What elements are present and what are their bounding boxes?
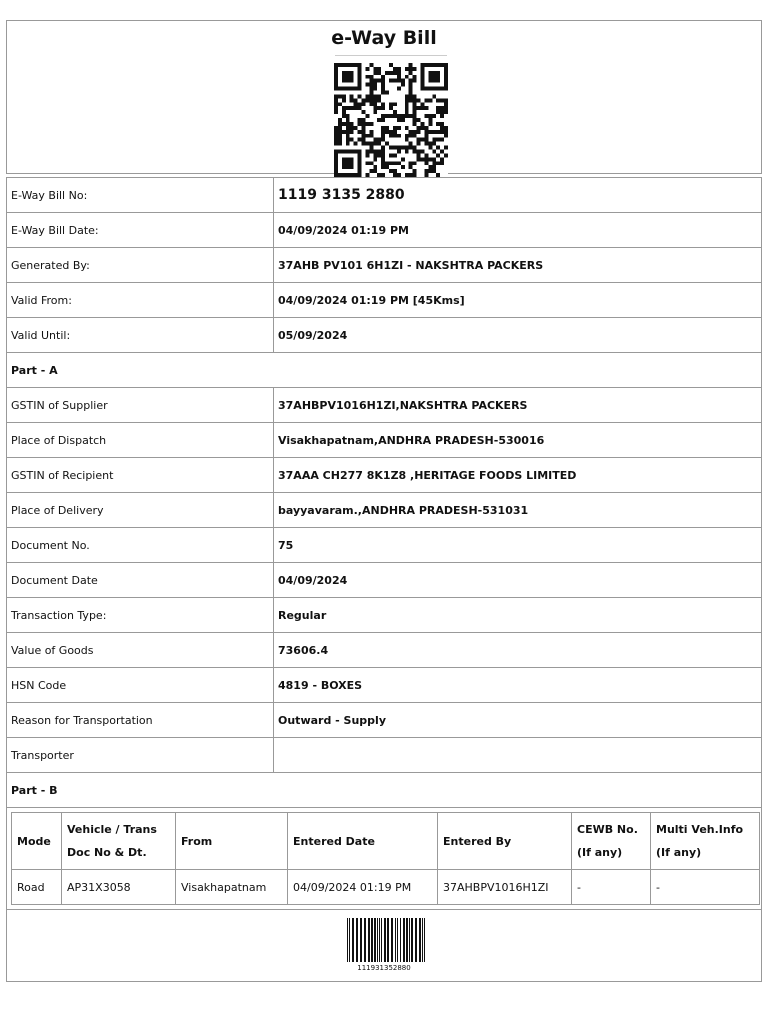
detail-row [7,703,762,738]
detail-row [7,318,762,353]
detail-label: Transaction Type: [7,598,274,633]
page-title: e-Way Bill [331,27,437,49]
part-b-container [6,808,762,910]
detail-value: 37AHB PV101 6H1ZI - NAKSHTRA PACKERS [274,248,762,283]
bill-header [6,20,762,174]
part-b-header-row [12,813,760,870]
column-header-line: From [181,834,213,848]
detail-value: 04/09/2024 01:19 PM [274,213,762,248]
detail-value: 73606.4 [274,633,762,668]
detail-label: Document No. [7,528,274,563]
detail-row [7,738,762,773]
detail-row [7,283,762,318]
section-heading: Part - A [7,353,762,388]
detail-label: Generated By: [7,248,274,283]
detail-label: GSTIN of Supplier [7,388,274,423]
detail-value: 04/09/2024 [274,563,762,598]
detail-row [7,668,762,703]
barcode-section [6,910,762,982]
eway-bill-document [6,20,762,982]
detail-row [7,248,762,283]
part-b-column-header [651,813,760,870]
bill-details-table [6,177,762,808]
detail-value: 4819 - BOXES [274,668,762,703]
barcode-number: 111931352880 [357,964,411,972]
column-header-line: (If any) [577,846,623,859]
detail-label: Value of Goods [7,633,274,668]
detail-label: Valid Until: [7,318,274,353]
detail-value: Outward - Supply [274,703,762,738]
detail-row [7,423,762,458]
detail-row [7,388,762,423]
detail-value: 04/09/2024 01:19 PM [45Kms] [274,283,762,318]
detail-label: E-Way Bill No: [7,178,274,213]
detail-row [7,353,762,388]
table-cell: Visakhapatnam [176,870,288,905]
detail-label: Reason for Transportation [7,703,274,738]
table-cell: 37AHBPV1016H1ZI [438,870,572,905]
detail-row [7,773,762,808]
detail-value [274,738,762,773]
detail-value: 05/09/2024 [274,318,762,353]
detail-label: Place of Dispatch [7,423,274,458]
column-header-line: Mode [17,834,51,848]
table-cell: Road [12,870,62,905]
detail-value: 1119 3135 2880 [274,178,762,213]
column-header-line: CEWB No. [577,823,638,836]
title-divider [335,55,447,56]
detail-value: Visakhapatnam,ANDHRA PRADESH-530016 [274,423,762,458]
column-header-line: Entered By [443,834,512,848]
part-b-column-header [438,813,572,870]
column-header-line: Doc No & Dt. [67,846,147,859]
detail-row [7,493,762,528]
detail-row [7,563,762,598]
column-header-line: (If any) [656,846,702,859]
detail-label: Document Date [7,563,274,598]
detail-value: bayyavaram.,ANDHRA PRADESH-531031 [274,493,762,528]
part-b-column-header [176,813,288,870]
part-b-column-header [12,813,62,870]
column-header-line: Vehicle / Trans [67,823,157,836]
table-cell: - [651,870,760,905]
table-row [12,870,760,905]
detail-value: Regular [274,598,762,633]
detail-label: Transporter [7,738,274,773]
detail-row [7,633,762,668]
detail-label: Place of Delivery [7,493,274,528]
detail-value: 37AHBPV1016H1ZI,NAKSHTRA PACKERS [274,388,762,423]
detail-row [7,178,762,213]
detail-row [7,528,762,563]
column-header-line: Multi Veh.Info [656,823,744,836]
detail-label: E-Way Bill Date: [7,213,274,248]
part-b-table [11,812,760,905]
detail-label: Valid From: [7,283,274,318]
detail-value: 37AAA CH277 8K1Z8 ,HERITAGE FOODS LIMITED [274,458,762,493]
part-b-column-header [288,813,438,870]
section-heading: Part - B [7,773,762,808]
table-cell: 04/09/2024 01:19 PM [288,870,438,905]
detail-row [7,598,762,633]
barcode-icon [347,918,425,962]
part-b-column-header [572,813,651,870]
qr-code-icon [334,63,448,177]
table-cell: - [572,870,651,905]
detail-value: 75 [274,528,762,563]
table-cell: AP31X3058 [62,870,176,905]
detail-row [7,458,762,493]
detail-label: GSTIN of Recipient [7,458,274,493]
detail-row [7,213,762,248]
detail-label: HSN Code [7,668,274,703]
part-b-column-header [62,813,176,870]
column-header-line: Entered Date [293,834,375,848]
